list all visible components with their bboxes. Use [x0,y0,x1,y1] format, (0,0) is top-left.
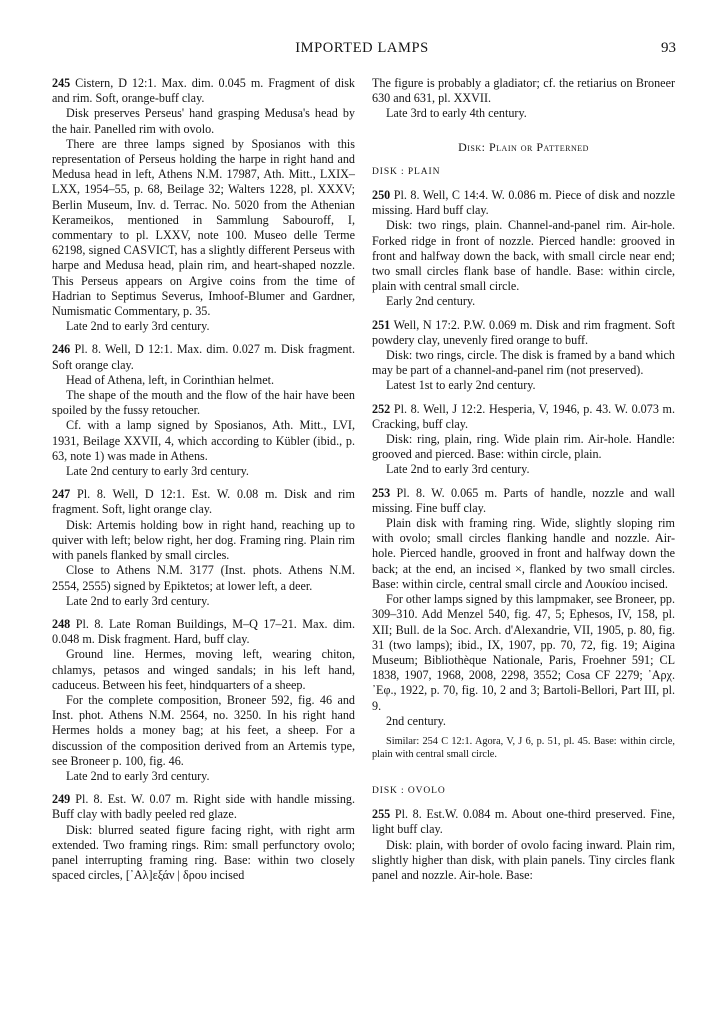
paragraph-e251a [372,318,675,348]
paragraph-text: The shape of the mouth and the flow of the hair have been spoiled by the fussy retoucher. [52,388,355,418]
paragraph-text: Pl. 8. Est.W. 0.084 m. About one-third preserved. Fine, light buff clay. [372,807,675,837]
paragraph-e248b [52,647,355,693]
paragraph-e247a [52,487,355,517]
paragraph-text: For the complete composition, Broneer 592, fig. 46 and Inst. phot. Athens N.M. 2564, no. 3250. In his right hand Hermes holds a money bag; at his feet, a sheep. For a discussion of the composition derived from an Artemis type, see Broneer p. 100, fig. 46. [52,692,355,768]
paragraph-e247b [52,518,355,564]
paragraph-text: Plain disk with framing ring. Wide, slightly sloping rim with ovolo; small circles flanking handle and nozzle. Air-hole. Pierced handle, grooved in front and halfway down the back; at the end, an incised ×, flanked by two small circles. Base: within circle, central small circle and Λουκίου incised. [372,516,675,591]
paragraph-text: Late 2nd to early 3rd century. [66,768,210,783]
paragraph-e247c [52,563,355,593]
paragraph-text: Disk: Artemis holding bow in right hand, reaching up to quiver with left; below right, her dog. Framing ring. Plain rim with panels flanked by small circles. [52,517,355,563]
paragraph-text: DISK : OVOLO [372,785,446,796]
paragraph-e253a [372,486,675,516]
entry-number: 249 [52,792,71,807]
paragraph-text: Well, N 17:2. P.W. 0.069 m. Disk and rim fragment. Soft powdery clay, unevenly fired orange to buff. [372,317,675,347]
paragraph-text: Disk: two rings, circle. The disk is framed by a band which may be part of a channel-and-panel rim (not preserved). [372,348,675,378]
paragraph-sub2 [372,784,675,799]
paragraph-text: The figure is probably a gladiator; cf. the retiarius on Broneer 630 and 631, pl. XXVII. [372,76,675,106]
paragraph-text: Pl. 8. Est. W. 0.07 m. Right side with handle missing. Buff clay with badly peeled red glaze. [52,792,355,822]
paragraph-e255a [372,807,675,837]
paragraph-r2 [372,106,675,121]
paragraph-e251c [372,378,675,393]
paragraph-text: Disk: plain, with border of ovolo facing inward. Plain rim, slightly higher than disk, with plain panels. Tiny circles flank panel and nozzle. Air-hole. Base: [372,837,675,882]
entry-number: 250 [372,188,391,203]
paragraph-e245d [52,319,355,334]
paragraph-text: Cf. with a lamp signed by Sposianos, Ath. Mitt., LVI, 1931, Beilage XXVII, 4, which according to Kübler (ibid., p. 63, note 1) was made in Athens. [52,418,355,463]
paragraph-e245b [52,106,355,136]
paragraph-e255b [372,838,675,884]
paragraph-text: Disk: two rings, plain. Channel-and-panel rim. Air-hole. Forked ridge in front of nozzle. Pierced handle: grooved in front and halfway down the back, with small circle near end; two small circles flank base of handle. Base: within circle, plain with central small circle. [372,218,675,294]
paragraph-e252c [372,462,675,477]
paragraph-text: Disk: ring, plain, ring. Wide plain rim. Air-hole. Handle: grooved and pierced. Base: within circle, plain. [372,432,675,462]
paragraph-e246c [52,388,355,418]
paragraph-e252a [372,402,675,432]
entry-number: 255 [372,807,391,822]
paragraph-text: Early 2nd century. [386,294,476,309]
paragraph-e253d [372,714,675,729]
paragraph-text: Pl. 8. W. 0.065 m. Parts of handle, nozzle and wall missing. Fine buff clay. [372,485,675,515]
paragraph-text: Head of Athena, left, in Corinthian helmet. [66,372,275,387]
right-column [372,76,675,883]
paragraph-e252b [372,432,675,462]
paragraph-text: Pl. 8. Well, C 14:4. W. 0.086 m. Piece of disk and nozzle missing. Hard buff clay. [372,188,675,218]
paragraph-text: Disk: Plain or Patterned [458,139,589,154]
paragraph-e245c [52,137,355,319]
paragraph-text: Pl. 8. Well, D 12:1. Max. dim. 0.027 m. Disk fragment. Soft orange clay. [52,342,355,372]
paragraph-text: For other lamps signed by this lampmaker, see Broneer, pp. 309–310. Add Menzel 540, fig. 47, 5; Ephesos, IV, 158, pl. XII; Bull. de la Soc. Arch. d'Alexandrie, VII, 1905, p. 80, fig. 31 (two lamps); ibid., IX, 1907, pp. 70, 72, fig. 19; Aigina Museum; Bibliothèque Nationale, Paris, Froehner 591; CL 1838, 1907, 1968, 2008, 2298, 3552; Cosa CF 2279; ᾿Αρχ. ᾿Εφ., 1922, p. 70, fig. 10, 2 and 3; Bartoli-Bellori, Part III, pl. 9. [372,592,675,713]
entry-number: 245 [52,76,71,90]
paragraph-e248d [52,769,355,784]
entry-number: 253 [372,485,391,500]
entry-number: 246 [52,342,71,357]
paragraph-text: Late 2nd century to early 3rd century. [66,464,249,479]
left-column [52,76,355,883]
paragraph-e250a [372,188,675,218]
paragraph-sim [372,735,675,762]
paragraph-e249a [52,792,355,822]
paragraph-text: DISK : PLAIN [372,166,441,177]
paragraph-e246a [52,342,355,372]
paragraph-e248c [52,693,355,769]
paragraph-text: Cistern, D 12:1. Max. dim. 0.045 m. Fragment of disk and rim. Soft, orange-buff clay. [52,76,355,106]
paragraph-e249b [52,823,355,884]
paragraph-text: Pl. 8. Well, D 12:1. Est. W. 0.08 m. Disk and rim fragment. Soft, light orange clay. [52,487,355,517]
paragraph-text: 2nd century. [386,713,446,728]
paragraph-text: Similar: 254 C 12:1. Agora, V, J 6, p. 51, pl. 45. Base: within circle, plain with central small circle. [372,735,675,761]
entry-number: 247 [52,487,71,502]
paragraph-text: Ground line. Hermes, moving left, wearing chiton, chlamys, petasos and winged sandals; in his left hand, caduceus. Between his feet, hindquarters of a sheep. [52,647,355,692]
paragraph-text: Close to Athens N.M. 3177 (Inst. phots. Athens N.M. 2554, 2555) signed by Epiktetos; at lower left, a deer. [52,563,355,593]
paragraph-e248a [52,617,355,647]
page-number: 93 [661,40,676,56]
paragraph-e253c [372,592,675,714]
running-title: IMPORTED LAMPS [295,40,429,56]
paragraph-sub1 [372,165,675,180]
entry-number: 248 [52,616,71,631]
paragraph-text: Disk preserves Perseus' hand grasping Medusa's head by the hair. Panelled rim with ovolo. [52,106,355,136]
entry-number: 252 [372,401,391,416]
paragraph-text: There are three lamps signed by Sposianos with this representation of Perseus holding the harpe in right hand and Medusa head in left, Athens N.M. 17987, Ath. Mitt., LXIX–LXX, 1954–55, p. 68, Beilage 32; Walters 1228, pl. XXXV; Berlin Museum, Inv. d. Terrac. No. 5020 from the Athenian Kerameikos, mentioned in Sammlung Sabouroff, I, commentary to pl. LXXV, note 100. Museo delle Terme 62198, signed CASVICT, has a slightly different Perseus with harpe and Medusa head, plain rim, and heart-shaped nozzle. This Perseus appears on Argive coins from the time of Hadrian to Septimus Severus, Imhoof-Blumer and Gardner, Numismatic Commentary, p. 35. [52,136,355,319]
paragraph-e251b [372,348,675,378]
paragraph-e250c [372,294,675,309]
paragraph-text: Late 2nd to early 3rd century. [386,462,530,477]
paragraph-text: Late 2nd to early 3rd century. [66,319,210,334]
entry-number: 251 [372,317,391,332]
paragraph-text: Pl. 8. Late Roman Buildings, M–Q 17–21. Max. dim. 0.048 m. Disk fragment. Hard, buff clay. [52,616,355,647]
paragraph-e246d [52,418,355,464]
paragraph-r1 [372,76,675,106]
paragraph-text: Late 3rd to early 4th century. [386,106,527,121]
paragraph-e246e [52,464,355,479]
paragraph-e246b [52,373,355,388]
paragraph-text: Late 2nd to early 3rd century. [66,593,210,608]
paragraph-sec [372,140,675,155]
paragraph-e245a [52,76,355,106]
paragraph-e250b [372,218,675,294]
paragraph-e247d [52,594,355,609]
paragraph-text: Pl. 8. Well, J 12:2. Hesperia, V, 1946, p. 43. W. 0.073 m. Cracking, buff clay. [372,401,675,431]
paragraph-text: Disk: blurred seated figure facing right, with right arm extended. Two framing rings. Rim: small perfunctory ovolo; panel interrupting framing ring. Base: within two closely spaced circles, [᾿Αλ]εξάν | δρου incised [52,822,355,883]
paragraph-text: Latest 1st to early 2nd century. [386,378,536,393]
page-header [48,40,676,64]
paragraph-e253b [372,516,675,592]
